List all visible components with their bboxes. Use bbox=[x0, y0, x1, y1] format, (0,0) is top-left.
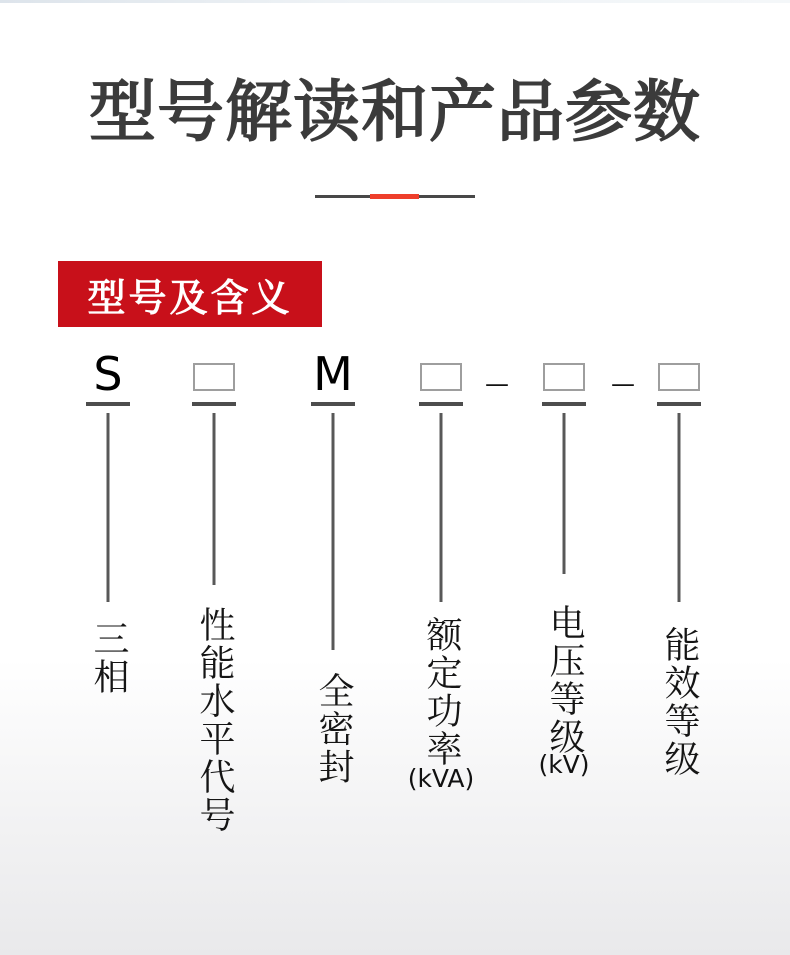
code-separator-dash: — bbox=[485, 370, 509, 398]
divider-red-accent bbox=[370, 194, 419, 199]
page-title: 型号解读和产品参数 bbox=[89, 73, 701, 151]
code-placeholder-box bbox=[658, 363, 700, 391]
code-underline bbox=[542, 402, 586, 406]
connector-line bbox=[332, 413, 335, 650]
unit-label-kva: (kVA) bbox=[407, 764, 475, 793]
code-meaning-label: 额定功率 bbox=[421, 616, 462, 768]
code-underline bbox=[192, 402, 236, 406]
code-underline bbox=[657, 402, 701, 406]
code-meaning-label: 性能水平代号 bbox=[194, 606, 235, 834]
code-placeholder-box bbox=[543, 363, 585, 391]
model-code-column-5 bbox=[514, 340, 614, 955]
title-divider bbox=[0, 195, 790, 198]
code-letter-m: M bbox=[313, 347, 353, 401]
code-meaning-label: 电压等级 bbox=[544, 604, 585, 756]
code-placeholder-box bbox=[193, 363, 235, 391]
section-badge: 型号及含义 bbox=[58, 261, 322, 327]
code-underline bbox=[419, 402, 463, 406]
code-meaning-label: 全密封 bbox=[313, 672, 354, 786]
code-meaning-label: 能效等级 bbox=[659, 626, 700, 778]
top-border-band bbox=[0, 0, 790, 3]
code-letter-s: S bbox=[93, 347, 123, 401]
code-underline bbox=[86, 402, 130, 406]
connector-line bbox=[678, 413, 681, 602]
connector-line bbox=[213, 413, 216, 585]
connector-line bbox=[440, 413, 443, 602]
model-code-column-3 bbox=[283, 340, 383, 955]
code-placeholder-box bbox=[420, 363, 462, 391]
model-code-column-2 bbox=[164, 340, 264, 955]
model-code-column-1 bbox=[58, 340, 158, 955]
connector-line bbox=[563, 413, 566, 574]
model-code-column-4 bbox=[391, 340, 491, 955]
unit-label-kv: (kV) bbox=[538, 750, 590, 779]
code-meaning-label: 三相 bbox=[88, 620, 129, 696]
model-code-column-6 bbox=[629, 340, 729, 955]
code-separator-dash: — bbox=[611, 370, 635, 398]
code-underline bbox=[311, 402, 355, 406]
divider-line bbox=[315, 195, 475, 198]
connector-line bbox=[107, 413, 110, 602]
